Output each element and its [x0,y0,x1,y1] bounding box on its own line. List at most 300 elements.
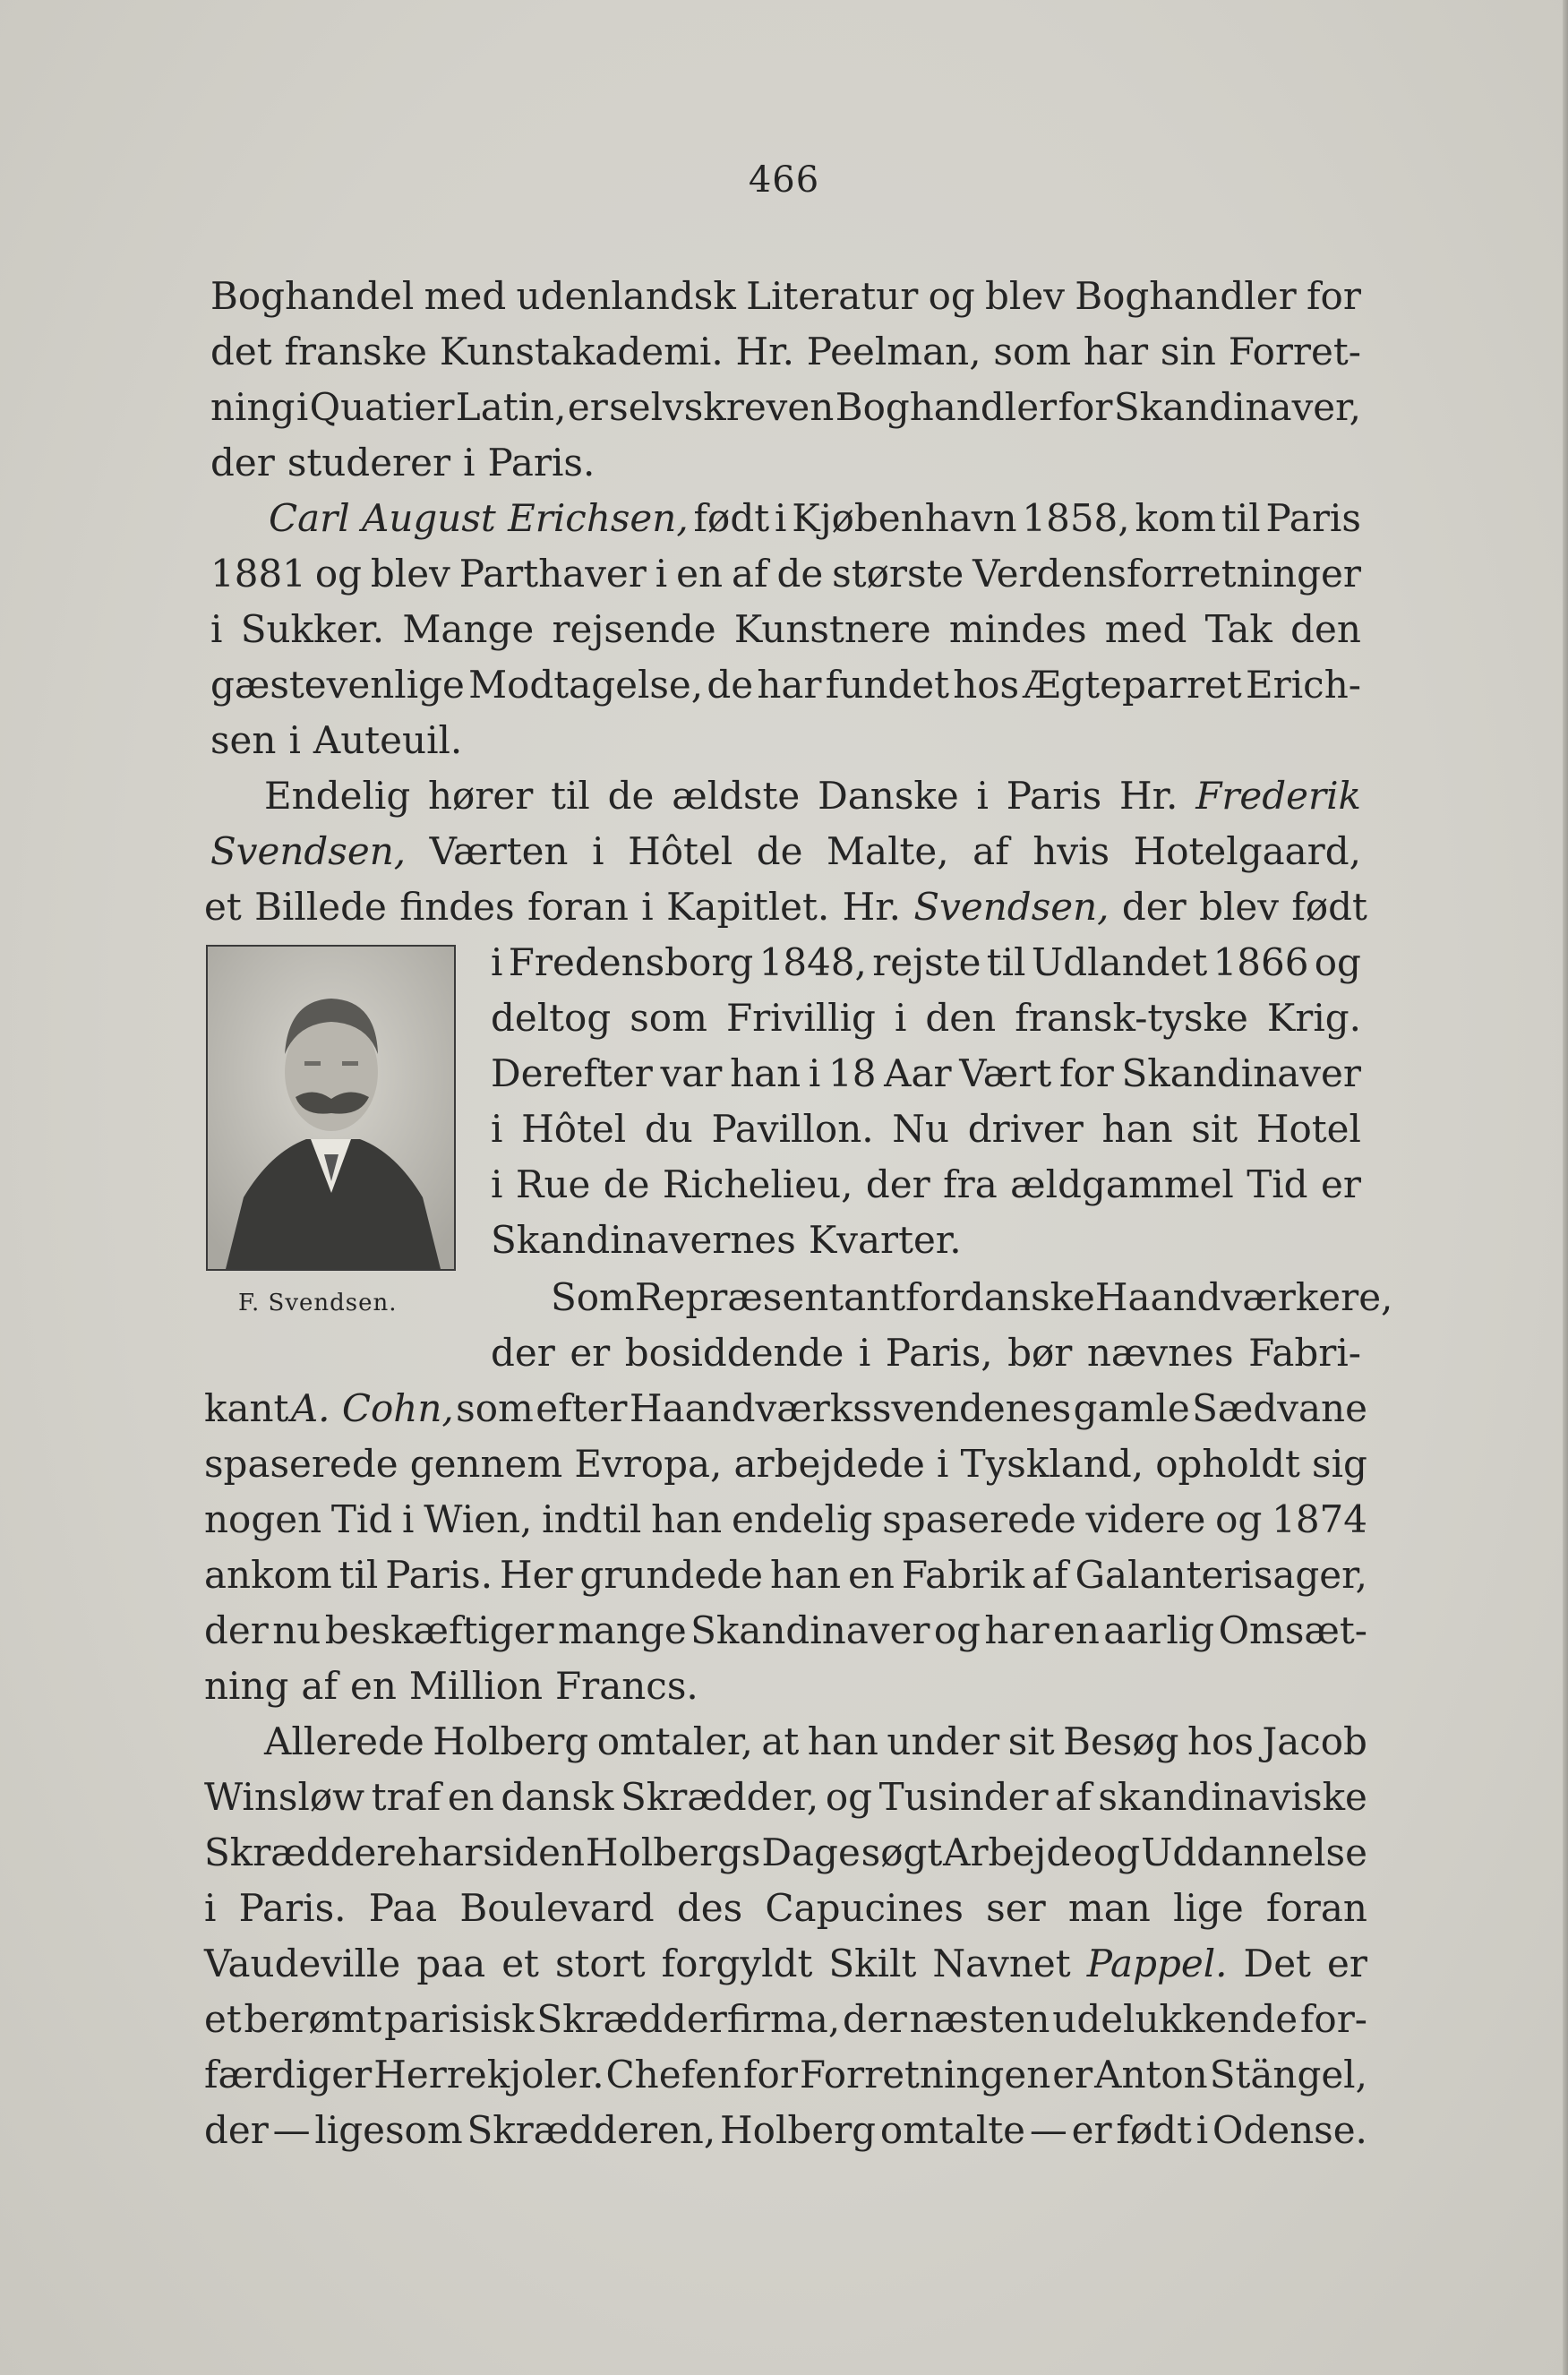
word: deltog [491,996,612,1040]
text-line [204,879,1367,935]
text-line [491,1046,1361,1102]
word: i [1195,2108,1209,2152]
word: Verdensforretninger [973,552,1361,596]
word: hører [427,774,534,818]
word: spaserede [204,1442,398,1486]
word: til [551,774,590,818]
word: Malte, [827,829,949,873]
word: for [1058,1051,1114,1095]
word: Danske [818,774,959,818]
word: fundet [825,663,949,707]
word: Paris, [885,1331,993,1375]
word: at [761,1719,800,1763]
word: i [491,1107,503,1151]
word: Fabri- [1248,1331,1361,1375]
word: Som [551,1275,635,1319]
word: til [1221,496,1261,540]
word: parisisk [384,1997,535,2041]
word: i [210,607,223,651]
word: næsten [909,1997,1050,2041]
word: Capucines [765,1886,964,1930]
word: Hôtel [521,1107,627,1151]
word: et [204,1997,242,2041]
word: Kunstnere [733,607,931,651]
word: er [567,385,608,429]
word: er [1052,2053,1093,2096]
word: i [204,1886,217,1930]
word: ankom [204,1553,332,1597]
word: aarlig [1103,1608,1215,1652]
word: nu [272,1608,321,1652]
word: Kapitlet. [666,885,830,929]
word: nævnes [1086,1331,1234,1375]
word: en [676,552,724,596]
text-line [204,1881,1367,1936]
text-line [204,1381,1367,1436]
word: traf [371,1775,441,1819]
word: i [976,774,989,818]
text-line [204,1659,1367,1714]
word: største [832,552,964,596]
word: Stängel, [1209,2053,1367,2096]
word: Ægteparret [1023,663,1242,707]
word: Derefter [491,1051,653,1095]
word: foran [527,885,629,929]
word: opholdt [1155,1442,1300,1486]
word: har [757,663,822,707]
word: de [756,829,803,873]
word: Skandinaver [1121,1051,1361,1095]
word: Richelieu, [662,1162,853,1206]
word: spaserede [882,1497,1076,1541]
word: Hotelgaard, [1133,829,1361,873]
word: Francs. [555,1664,698,1708]
word: Skandinaver [690,1608,930,1652]
text-line [204,1770,1367,1825]
word: Holberg [719,2108,877,2152]
word: for [743,2053,798,2096]
word: sin [1160,330,1216,373]
word: Svendsen, [913,885,1110,929]
word: Million [408,1664,543,1708]
word: Sædvane [1192,1386,1367,1430]
word: Frederik [1195,774,1361,818]
text-line [210,602,1361,657]
word: ligesom [314,2108,463,2152]
word: — [272,2108,311,2152]
word: Svendsen, [210,829,407,873]
word: Sukker. [240,607,385,651]
word: du [644,1107,693,1151]
portrait-photo-icon [208,947,454,1269]
word: Skandinaver, [1113,385,1361,429]
word: kant [204,1386,289,1430]
word: Fabrik [901,1553,1025,1597]
word: Carl August Erichsen, [269,496,689,540]
text-line [204,1436,1367,1492]
word: — [1029,2108,1067,2152]
word: Chefen [605,2053,742,2096]
word: i [894,996,907,1040]
text-line [269,491,1361,546]
word: stort [554,1942,646,1985]
word: i [592,829,604,873]
word: af [1031,1553,1068,1597]
word: og [825,1775,873,1819]
word: studerer [287,441,451,484]
word: som [456,1386,534,1430]
word: i [296,385,309,429]
word: for [905,1275,961,1319]
word: Værten [429,829,569,873]
word: Pappel. [1086,1942,1228,1985]
word: han [807,1719,878,1763]
word: en [1052,1608,1100,1652]
word: blev [370,552,450,596]
word: til [338,1553,379,1597]
word: der [1121,885,1187,929]
word: ning [204,1664,289,1708]
word: Paris. [385,1553,493,1597]
word: paa [416,1942,486,1985]
word: som [630,996,707,1040]
text-line [491,1102,1361,1157]
text-line [210,657,1361,713]
word: Forretningen [799,2053,1051,2096]
word: under [887,1719,1000,1763]
word: Omsæt- [1218,1608,1367,1652]
word: indtil [542,1497,642,1541]
word: driver [967,1107,1084,1151]
word: Skræddere [204,1831,417,1874]
word: ældgammel [1010,1162,1234,1206]
word: grundede [579,1553,764,1597]
word: færdiger [204,2053,373,2096]
word: som [993,330,1072,373]
word: dansk [501,1775,614,1819]
word: siden [483,1831,586,1874]
word: Aar [884,1051,952,1095]
text-line [210,380,1361,435]
word: bør [1007,1331,1073,1375]
word: i [491,1162,503,1206]
word: Wien, [424,1497,533,1541]
word: Paris [1265,496,1361,540]
word: omtaler, [596,1719,753,1763]
word: han [1101,1107,1173,1151]
word: er [1326,1942,1367,1985]
word: den [1290,607,1361,651]
word: han [651,1497,723,1541]
word: blev [985,274,1065,318]
text-line [264,768,1361,824]
word: Skrædder, [621,1775,819,1819]
word: Skilt [828,1942,917,1985]
word: bosiddende [624,1331,844,1375]
word: Hotel [1255,1107,1361,1151]
word: Boulevard [459,1886,655,1930]
text-line [491,1325,1361,1381]
word: Tid [330,1497,393,1541]
word: i [491,940,503,984]
page-number: 466 [748,159,820,201]
word: søgt [861,1831,943,1874]
word: de [607,774,655,818]
word: rejsende [552,607,716,651]
word: af [1055,1775,1092,1819]
word: er [1071,2108,1112,2152]
word: der [204,1608,269,1652]
word: omtalte [879,2108,1026,2152]
word: Parthaver [458,552,647,596]
word: Tusinder [878,1775,1049,1819]
word: for [1306,274,1361,318]
word: med [424,274,507,318]
word: skandinaviske [1098,1775,1367,1819]
word: en [848,1553,895,1597]
word: Hr. [842,885,902,929]
word: for [1058,385,1113,429]
word: 1866 [1212,940,1309,984]
word: Hr. [735,330,794,373]
word: det [210,330,272,373]
word: født [693,496,770,540]
word: Pavillon. [711,1107,874,1151]
word: Haandværkssvendenes [629,1386,1072,1430]
word: lige [1173,1886,1244,1930]
text-line [491,935,1361,990]
word: Latin, [455,385,567,429]
word: 1874 [1272,1497,1367,1541]
word: Paris. [487,441,595,484]
word: hvis [1032,829,1110,873]
word: Winsløw [204,1775,365,1819]
word: 1848, [758,940,867,984]
word: har [1083,330,1149,373]
text-line [551,1270,1393,1325]
text-line [204,2047,1367,2103]
word: Vaudeville [204,1942,401,1985]
word: Udlandet [1031,940,1208,984]
word: forgyldt [661,1942,813,1985]
text-line [204,1825,1367,1881]
text-line [210,324,1361,380]
word: og [928,274,975,318]
text-line [204,1936,1367,1992]
word: sen [210,718,277,762]
word: Skrædderen, [467,2108,716,2152]
text-line [204,1992,1367,2047]
text-line [210,713,1361,768]
word: Tyskland, [960,1442,1144,1486]
word: de [776,552,824,596]
word: sit [1007,1719,1055,1763]
text-line [210,435,1361,491]
word: foran [1265,1886,1367,1930]
word: en [350,1664,397,1708]
word: Paris [1006,774,1102,818]
word: Kjøbenhavn [792,496,1017,540]
word: Nu [892,1107,950,1151]
word: født [1116,2108,1192,2152]
text-line [210,269,1361,324]
word: ser [986,1886,1046,1930]
word: Tak [1204,607,1272,651]
word: i [808,1051,821,1095]
word: Anton [1094,2053,1208,2096]
word: Dage [761,1831,861,1874]
word: Arbejde [943,1831,1093,1874]
word: Her [500,1553,573,1597]
word: af [301,1664,338,1708]
word: Skrædderfirma, [536,1997,841,2041]
text-line [491,990,1361,1046]
word: hos [1187,1719,1254,1763]
word: findes [399,885,515,929]
word: Navnet [932,1942,1071,1985]
word: Literatur [746,274,919,318]
word: blev [1199,885,1279,929]
word: Holbergs [585,1831,761,1874]
word: Krig. [1266,996,1361,1040]
word: A. Cohn, [290,1386,454,1430]
word: de [707,663,754,707]
word: mindes [948,607,1087,651]
word: Evropa, [574,1442,723,1486]
word: i [463,441,476,484]
word: Vært [959,1051,1052,1095]
word: videre [1085,1497,1206,1541]
word: Det [1243,1942,1311,1985]
word: har [984,1608,1050,1652]
portrait-caption: F. Svendsen. [238,1290,398,1316]
word: der [210,441,275,484]
word: Herrekjoler. [373,2053,604,2096]
page-edge [1563,0,1568,2375]
word: er [570,1331,611,1375]
word: i [774,496,787,540]
word: et [204,885,242,929]
word: Galanterisager, [1075,1553,1367,1597]
word: født [1291,885,1367,929]
portrait-photo [206,945,456,1271]
word: Auteuil. [313,718,463,762]
word: sit [1191,1107,1238,1151]
word: Repræsentant [634,1275,906,1319]
word: franske [284,330,428,373]
word: kom [1135,496,1217,540]
word: Endelig [264,774,411,818]
word: hos [953,663,1020,707]
word: Modtagelse, [468,663,704,707]
word: 1881 [210,552,306,596]
word: Paris. [238,1886,347,1930]
word: 18 [828,1051,877,1095]
word: og [933,1608,981,1652]
word: Kunstakademi. [439,330,724,373]
word: nogen [204,1497,322,1541]
word: arbejdede [733,1442,925,1486]
word: Holberg [433,1719,589,1763]
word: Boghandler [835,385,1058,429]
word: Tid [1247,1162,1308,1206]
word: med [1104,607,1187,651]
text-line [204,1492,1367,1548]
word: han [730,1051,801,1095]
word: han [769,1553,842,1597]
word: der [204,2108,269,2152]
word: i [858,1331,871,1375]
word: Boghandler [1075,274,1297,318]
word: i [402,1497,415,1541]
word: for- [1299,1997,1367,2041]
word: selvskreven [609,385,835,429]
word: Skandinavernes [491,1218,796,1262]
word: de [603,1162,650,1206]
word: i [655,552,668,596]
word: Kvarter. [808,1218,962,1262]
word: sig [1312,1442,1367,1486]
word: Peelman, [806,330,981,373]
word: har [417,1831,483,1874]
word: og [1314,940,1361,984]
word: Hr. [1118,774,1178,818]
word: Besøg [1063,1719,1179,1763]
word: endelig [732,1497,873,1541]
word: i [641,885,654,929]
word: udelukkende [1052,1997,1298,2041]
word: Billede [254,885,387,929]
word: Paa [368,1886,438,1930]
text-line [210,546,1361,602]
word: Allerede [264,1719,424,1763]
word: der [865,1162,930,1206]
word: Mange [402,607,535,651]
word: 1858, [1022,496,1130,540]
word: af [731,552,768,596]
word: berømt [244,1997,382,2041]
word: mange [558,1608,687,1652]
word: fra [943,1162,998,1206]
text-line [491,1157,1361,1213]
word: der [491,1331,555,1375]
word: der [842,1997,907,2041]
word: et [501,1942,539,1985]
word: Hôtel [628,829,733,873]
word: Boghandel [210,274,415,318]
word: Rue [515,1162,591,1206]
word: i [288,718,301,762]
word: danske [960,1275,1095,1319]
word: Erich- [1246,663,1361,707]
word: og [1092,1831,1141,1874]
word: Forret- [1228,330,1361,373]
word: af [973,829,1009,873]
word: den [925,996,997,1040]
word: Odense. [1212,2108,1367,2152]
text-line [204,1548,1367,1603]
word: fransk-tyske [1015,996,1248,1040]
text-line [204,1603,1367,1659]
word: udenlandsk [516,274,736,318]
word: i [937,1442,949,1486]
word: rejste [872,940,981,984]
word: Frivillig [725,996,876,1040]
word: Uddannelse [1140,1831,1367,1874]
word: man [1067,1886,1151,1930]
word: Quatier [309,385,455,429]
word: og [314,552,362,596]
